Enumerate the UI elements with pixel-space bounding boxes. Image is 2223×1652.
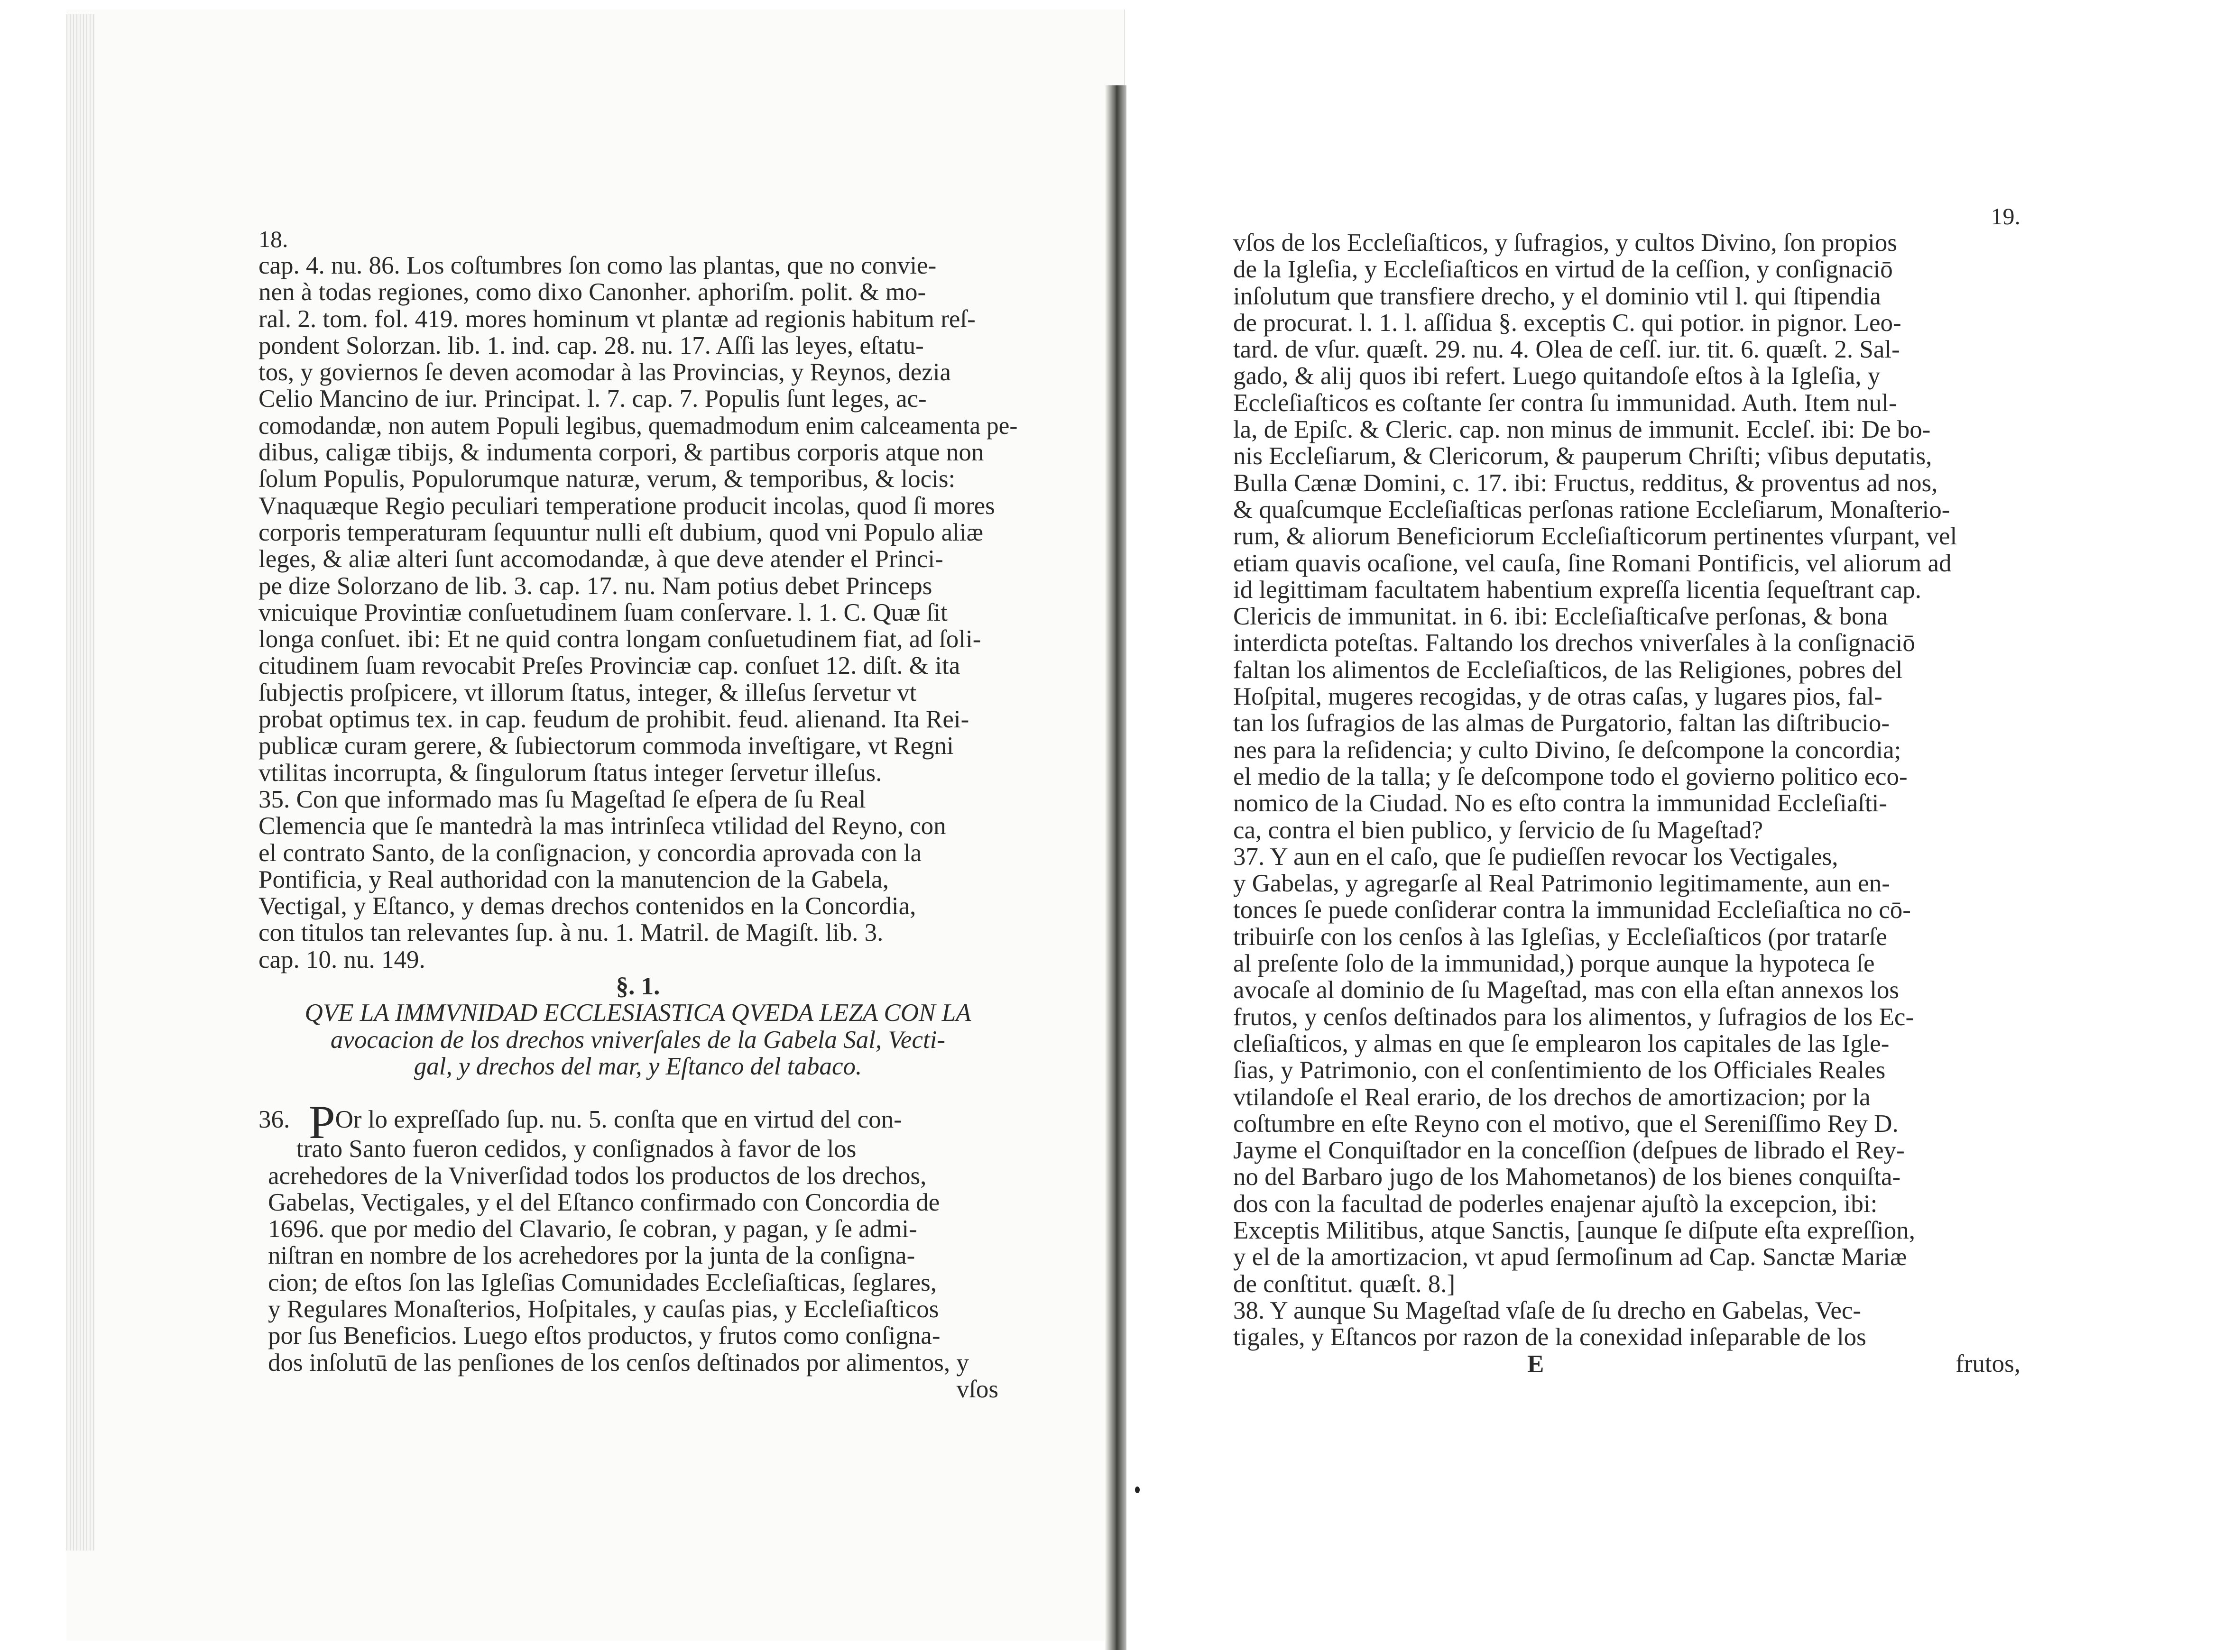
left-page-text	[258, 226, 1017, 1403]
text-line: nen à todas regiones, como dixo Canonher. aphoriſm. polit. & mo-	[258, 278, 926, 306]
text-line: Jayme el Conquiſtador en la conceſſion (deſpues de librado el Rey-	[1233, 1137, 1905, 1165]
text-line: avocaſe al dominio de ſu Mageſtad, mas con ella eſtan annexos los	[1233, 976, 1900, 1004]
text-line: etiam quavis ocaſione, vel cauſa, ſine Romani Pontificis, vel aliorum ad	[1233, 549, 1952, 577]
section-heading	[258, 1000, 1017, 1080]
text-line: tigales, y Eſtancos por razon de la conexidad inſeparable de los	[1233, 1323, 1866, 1351]
book-gutter	[1105, 85, 1126, 1650]
text-line: trato Santo fueron cedidos, y conſignados à favor de los	[296, 1135, 857, 1163]
text-line: coſtumbre en eſte Reyno con el motivo, que el Sereniſſimo Rey D.	[1233, 1110, 1899, 1138]
left-top-lines	[258, 252, 1017, 973]
text-line: cap. 4. nu. 86. Los coſtumbres ſon como las plantas, que no convie-	[258, 252, 937, 279]
text-line: longa conſuet. ibi: Et ne quid contra longam conſuetudinem fiat, ad ſoli-	[258, 625, 981, 653]
text-line: tos, y goviernos ſe deven acomodar à las Provincias, y Reynos, dezia	[258, 358, 951, 386]
text-line: frutos, y cenſos deſtinados para los alimentos, y ſufragios de los Ec-	[1233, 1003, 1914, 1031]
text-line: al preſente ſolo de la immunidad,) porque aunque la hypoteca ſe	[1233, 950, 1875, 978]
text-line: Bulla Cænæ Domini, c. 17. ibi: Fructus, redditus, & proventus ad nos,	[1233, 469, 1938, 497]
text-line: vnicuique Provintiæ conſuetudinem ſuam conſervare. l. 1. C. Quæ ſit	[258, 598, 948, 626]
text-line: 37. Y aun en el caſo, que ſe pudieſſen revocar los Vectigales,	[1233, 843, 1838, 871]
drop-initial: P	[309, 1096, 335, 1149]
text-line: 38. Y aunque Su Mageſtad vſaſe de ſu drecho en Gabelas, Vec-	[1233, 1296, 1862, 1324]
text-line: dos con la facultad de poderles enajenar ajuſtò la excepcion, ibi:	[1233, 1190, 1878, 1218]
paragraph-36	[258, 1136, 1017, 1376]
text-line: Pontificia, y Real authoridad con la manutencion de la Gabela,	[258, 865, 889, 893]
text-line: 35. Con que informado mas ſu Mageſtad ſe eſpera de ſu Real	[258, 785, 866, 813]
text-line: rum, & aliorum Beneficiorum Eccleſiaſticorum pertinentes vſurpant, vel	[1233, 523, 1957, 551]
text-line: nomico de la Ciudad. No es eſto contra la immunidad Eccleſiaſti-	[1233, 789, 1888, 817]
text-line: con titulos tan relevantes ſup. à nu. 1. Matril. de Magiſt. lib. 3.	[258, 919, 884, 947]
text-line: vtilandoſe el Real erario, de los drechos de amortizacion; por la	[1233, 1083, 1871, 1111]
heading-line: QVE LA IMMVNIDAD ECCLESIASTICA QVEDA LEZA CON LA	[304, 999, 971, 1027]
catchword: frutos,	[1956, 1350, 2020, 1378]
text-line: Eccleſiaſticos es coſtante ſer contra ſu immunidad. Auth. Item nul-	[1233, 389, 1897, 417]
text-line: gado, & alij quos ibi refert. Luego quitandoſe eſtos à la Igleſia, y	[1233, 362, 1881, 390]
text-line: 1696. que por medio del Clavario, ſe cobran, y pagan, y ſe admi-	[268, 1215, 917, 1243]
text-line: ſolum Populis, Populorumque naturæ, verum, & temporibus, & locis:	[258, 465, 956, 493]
text-line: cion; de eſtos ſon las Igleſias Comunidades Eccleſiaſticas, ſeglares,	[268, 1268, 937, 1296]
text-line: nis Eccleſiarum, & Clericorum, & pauperum Chriſti; vſibus deputatis,	[1233, 442, 1932, 470]
text-line: de procurat. l. 1. l. aſſidua §. exceptis C. qui potior. in pignor. Leo-	[1233, 309, 1901, 337]
text-line: y el de la amortizacion, vt apud ſermoſinum ad Cap. Sanctæ Mariæ	[1233, 1243, 1907, 1271]
text-line: pe dize Solorzano de lib. 3. cap. 17. nu. Nam potius debet Princeps	[258, 572, 932, 600]
text-line: Exceptis Militibus, atque Sanctis, [aunque ſe diſpute eſta expreſſion,	[1233, 1216, 1916, 1244]
catchword: vſos	[956, 1375, 998, 1403]
text-line: el contrato Santo, de la conſignacion, y concordia aprovada con la	[258, 839, 922, 867]
text-line: vſos de los Eccleſiaſticos, y ſufragios, y cultos Divino, ſon propios	[1233, 229, 1897, 257]
text-line: ſubjectis proſpicere, vt illorum ſtatus, integer, & illeſus ſervetur vt	[258, 679, 917, 707]
section-mark: §. 1.	[616, 973, 660, 1000]
text-line: por ſus Beneficios. Luego eſtos productos, y frutos como conſigna-	[268, 1322, 941, 1350]
text-line: el medio de la talla; y ſe deſcompone todo el govierno politico eco-	[1233, 762, 1908, 790]
text-line: Celio Mancino de iur. Principat. l. 7. cap. 7. Populis ſunt leges, ac-	[258, 385, 927, 413]
text-line: niſtran en nombre de los acrehedores por la junta de la conſigna-	[268, 1242, 915, 1270]
text-line: & quaſcumque Eccleſiaſticas perſonas ratione Eccleſiarum, Monaſterio-	[1233, 496, 1950, 523]
heading-line: avocacion de los drechos vniverſales de la Gabela Sal, Vecti-	[330, 1026, 946, 1054]
binding-mark	[1135, 1487, 1140, 1493]
text-line: ca, contra el bien publico, y ſervicio de ſu Mageſtad?	[1233, 816, 1763, 844]
text-line: leges, & aliæ alteri ſunt accomodandæ, à que deve atender el Princi-	[258, 545, 943, 573]
text-line: comodandæ, non autem Populi legibus, quemadmodum enim calceamenta pe-	[258, 412, 1018, 440]
text-line: Clemencia que ſe mantedrà la mas intrinſeca vtilidad del Reyno, con	[258, 812, 946, 840]
text-line: ſias, y Patrimonio, con el conſentimiento de los Officiales Reales	[1233, 1056, 1886, 1084]
text-line: dibus, caligæ tibijs, & indumenta corpori, & partibus corporis atque non	[258, 439, 984, 467]
text-line: la, de Epiſc. & Cleric. cap. non minus de immunit. Eccleſ. ibi: De bo-	[1233, 416, 1931, 444]
text-line: y Gabelas, y agregarſe al Real Patrimonio legitimamente, aun en-	[1233, 870, 1890, 898]
text-line: Or lo expreſſado ſup. nu. 5. conſta que en virtud del con-	[335, 1106, 902, 1134]
text-line: faltan los alimentos de Eccleſiaſticos, de las Religiones, pobres del	[1233, 656, 1903, 684]
text-line: citudinem ſuam revocabit Preſes Provinciæ cap. conſuet 12. diſt. & ita	[258, 652, 960, 680]
spacer	[258, 1080, 1017, 1106]
text-line: nes para la reſidencia; y culto Divino, ſe deſcompone la concordia;	[1233, 736, 1901, 764]
text-line: y Regulares Monaſterios, Hoſpitales, y cauſas pias, y Eccleſiaſticos	[268, 1295, 939, 1323]
text-line: acrehedores de la Vniverſidad todos los productos de los drechos,	[268, 1162, 927, 1190]
left-page-number: 18.	[258, 226, 288, 252]
text-line: Clericis de immunitat. in 6. ibi: Eccleſiaſticaſve perſonas, & bona	[1233, 603, 1888, 631]
text-line: no del Barbaro jugo de los Mahometanos) de los bienes conquiſta-	[1233, 1163, 1901, 1191]
text-line: Vnaquæque Regio peculiari temperatione producit incolas, quod ſi mores	[258, 492, 995, 520]
text-line: cap. 10. nu. 149.	[258, 945, 425, 973]
text-line: de conſtitut. quæſt. 8.]	[1233, 1270, 1456, 1298]
text-line: de la Igleſia, y Eccleſiaſticos en virtud de la ceſſion, y conſignaciō	[1233, 256, 1893, 284]
text-line: tonces ſe puede conſiderar contra la immunidad Eccleſiaſtica no cō-	[1233, 896, 1911, 924]
right-lines	[1233, 229, 2020, 1350]
text-line: Hoſpital, mugeres recogidas, y de otras caſas, y lugares pios, fal-	[1233, 683, 1882, 711]
paragraph-number: 36.	[258, 1106, 290, 1134]
text-line: inſolutum que transfiere drecho, y el dominio vtil l. qui ſtipendia	[1233, 282, 1881, 310]
text-line: publicæ curam gerere, & ſubiectorum commoda inveſtigare, vt Regni	[258, 732, 954, 760]
text-line: cleſiaſticos, y almas en que ſe emplearon los capitales de las Igle-	[1233, 1029, 1890, 1057]
heading-line: gal, y drechos del mar, y Eſtanco del tabaco.	[414, 1052, 862, 1080]
text-line: pondent Solorzan. lib. 1. ind. cap. 28. nu. 17. Aſſi las leyes, eſtatu-	[258, 331, 924, 359]
text-line: tribuirſe con los cenſos à las Igleſias, y Eccleſiaſticos (por tratarſe	[1233, 923, 1887, 951]
text-line: vtilitas incorrupta, & ſingulorum ſtatus integer ſervetur illeſus.	[258, 759, 882, 787]
text-line: dos inſolutū de las penſiones de los cenſos deſtinados por alimentos, y	[268, 1349, 969, 1377]
text-line: tard. de vſur. quæſt. 29. nu. 4. Olea de ceſſ. iur. tit. 6. quæſt. 2. Sal-	[1233, 336, 1900, 364]
page-edge-stack	[66, 14, 95, 1551]
text-line: probat optimus tex. in cap. feudum de prohibit. feud. alienand. Ita Rei-	[258, 706, 969, 734]
text-line: corporis temperaturam ſequuntur nulli eſt dubium, quod vni Populo aliæ	[258, 518, 983, 546]
right-page-text	[1233, 203, 2020, 1377]
text-line: id legittimam facultatem habentium expreſſa licentia ſequeſtrant cap.	[1233, 576, 1922, 604]
text-line: ral. 2. tom. fol. 419. mores hominum vt plantæ ad regionis habitum reſ-	[258, 305, 976, 333]
text-line: interdicta poteſtas. Faltando los drechos vniverſales à la conſignaciō	[1233, 629, 1915, 657]
right-page-number: 19.	[1991, 203, 2020, 229]
text-line: tan los ſufragios de las almas de Purgatorio, faltan las diſtribucio-	[1233, 709, 1890, 737]
signature-mark: E	[1527, 1350, 1544, 1378]
text-line: Gabelas, Vectigales, y el del Eſtanco confirmado con Concordia de	[268, 1188, 940, 1216]
text-line: Vectigal, y Eſtanco, y demas drechos contenidos en la Concordia,	[258, 892, 916, 920]
